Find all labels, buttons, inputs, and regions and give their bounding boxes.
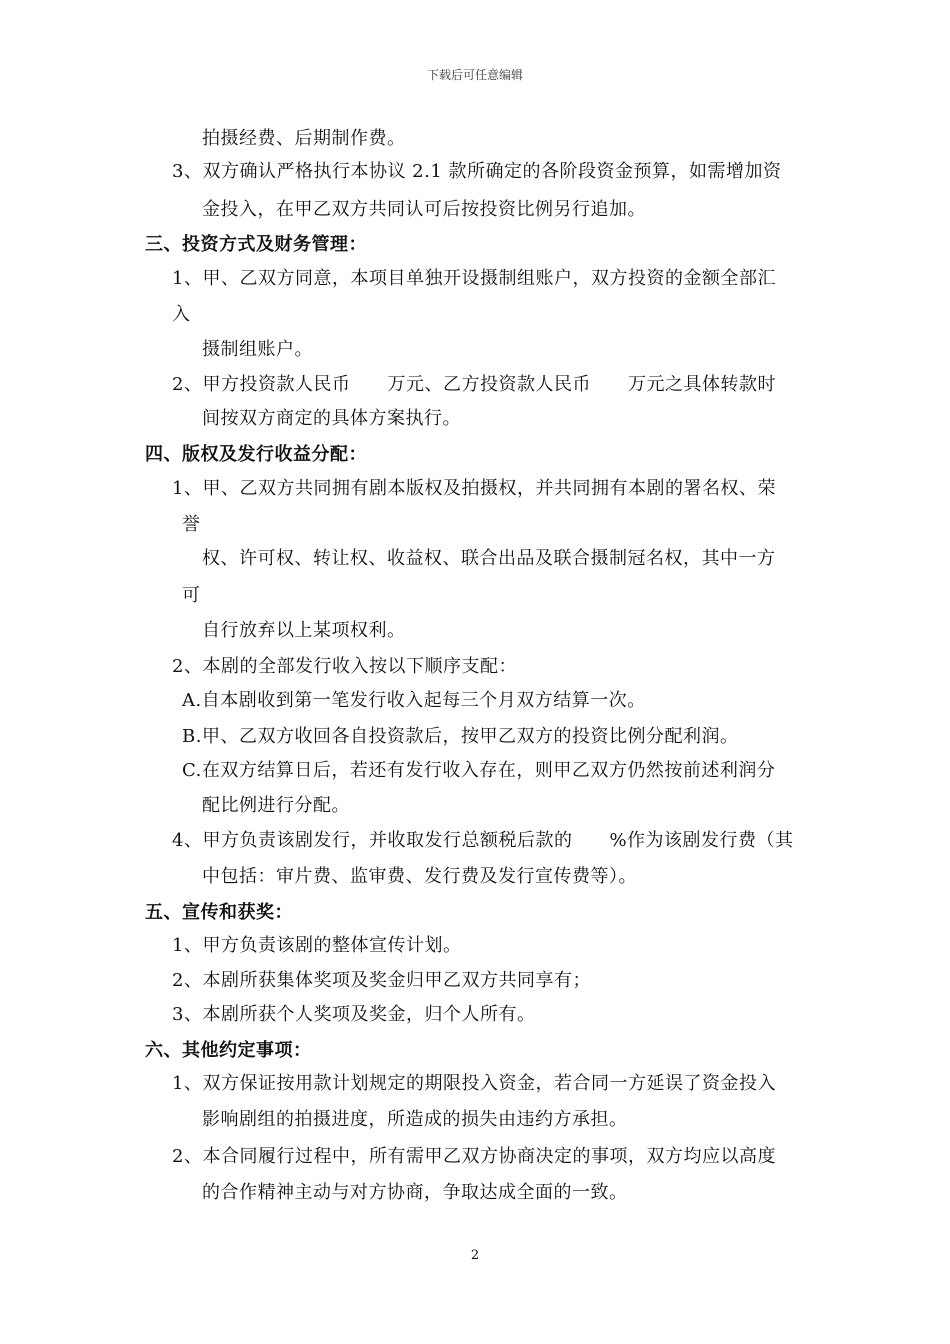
text-line: 2、甲方投资款人民币 万元、乙方投资款人民币 万元之具体转款时 xyxy=(172,374,776,395)
page-number: 2 xyxy=(470,1248,480,1263)
text-line: 2、本剧的全部发行收入按以下顺序支配： xyxy=(172,656,517,677)
text-line: C.在双方结算日后，若还有发行收入存在，则甲乙双方仍然按前述利润分 xyxy=(182,760,776,781)
text-line: 配比例进行分配。 xyxy=(202,795,350,816)
text-line: 权、许可权、转让权、收益权、联合出品及联合摄制冠名权，其中一方 xyxy=(202,548,776,569)
section-heading: 六、其他约定事项： xyxy=(145,1040,312,1061)
text-line: 间按双方商定的具体方案执行。 xyxy=(202,408,461,429)
section-heading: 三、投资方式及财务管理： xyxy=(145,234,367,255)
text-line: 入 xyxy=(172,304,191,325)
text-line: B.甲、乙双方收回各自投资款后，按甲乙双方的投资比例分配利润。 xyxy=(182,726,739,747)
text-line: 1、甲、乙双方同意，本项目单独开设摄制组账户，双方投资的金额全部汇 xyxy=(172,268,776,289)
text-line: 1、甲、乙双方共同拥有剧本版权及拍摄权，并共同拥有本剧的署名权、荣 xyxy=(172,478,776,499)
text-line: 4、甲方负责该剧发行，并收取发行总额税后款的 %作为该剧发行费（其 xyxy=(172,830,794,851)
text-line: A.自本剧收到第一笔发行收入起每三个月双方结算一次。 xyxy=(182,690,646,711)
text-line: 1、甲方负责该剧的整体宣传计划。 xyxy=(172,935,462,956)
text-line: 影响剧组的拍摄进度，所造成的损失由违约方承担。 xyxy=(202,1109,628,1130)
text-line: 3、本剧所获个人奖项及奖金，归个人所有。 xyxy=(172,1004,536,1025)
section-heading: 四、版权及发行收益分配： xyxy=(145,444,367,465)
text-line: 的合作精神主动与对方协商，争取达成全面的一致。 xyxy=(202,1182,628,1203)
text-line: 1、双方保证按用款计划规定的期限投入资金，若合同一方延误了资金投入 xyxy=(172,1073,776,1094)
text-line: 自行放弃以上某项权利。 xyxy=(202,620,406,641)
text-line: 金投入，在甲乙双方共同认可后按投资比例另行追加。 xyxy=(202,199,646,220)
text-line: 3、双方确认严格执行本协议 2.1 款所确定的各阶段资金预算，如需增加资 xyxy=(172,161,782,182)
text-line: 摄制组账户。 xyxy=(202,339,313,360)
text-line: 2、本剧所获集体奖项及奖金归甲乙双方共同享有； xyxy=(172,970,591,991)
text-line: 中包括：审片费、监审费、发行费及发行宣传费等）。 xyxy=(202,866,637,887)
section-heading: 五、宣传和获奖： xyxy=(145,902,293,923)
text-line: 誉 xyxy=(182,514,201,535)
page-header: 下载后可任意编辑 xyxy=(426,68,523,82)
text-line: 可 xyxy=(182,585,201,606)
text-line: 拍摄经费、后期制作费。 xyxy=(202,128,406,149)
text-line: 2、本合同履行过程中，所有需甲乙双方协商决定的事项，双方均应以高度 xyxy=(172,1146,776,1167)
